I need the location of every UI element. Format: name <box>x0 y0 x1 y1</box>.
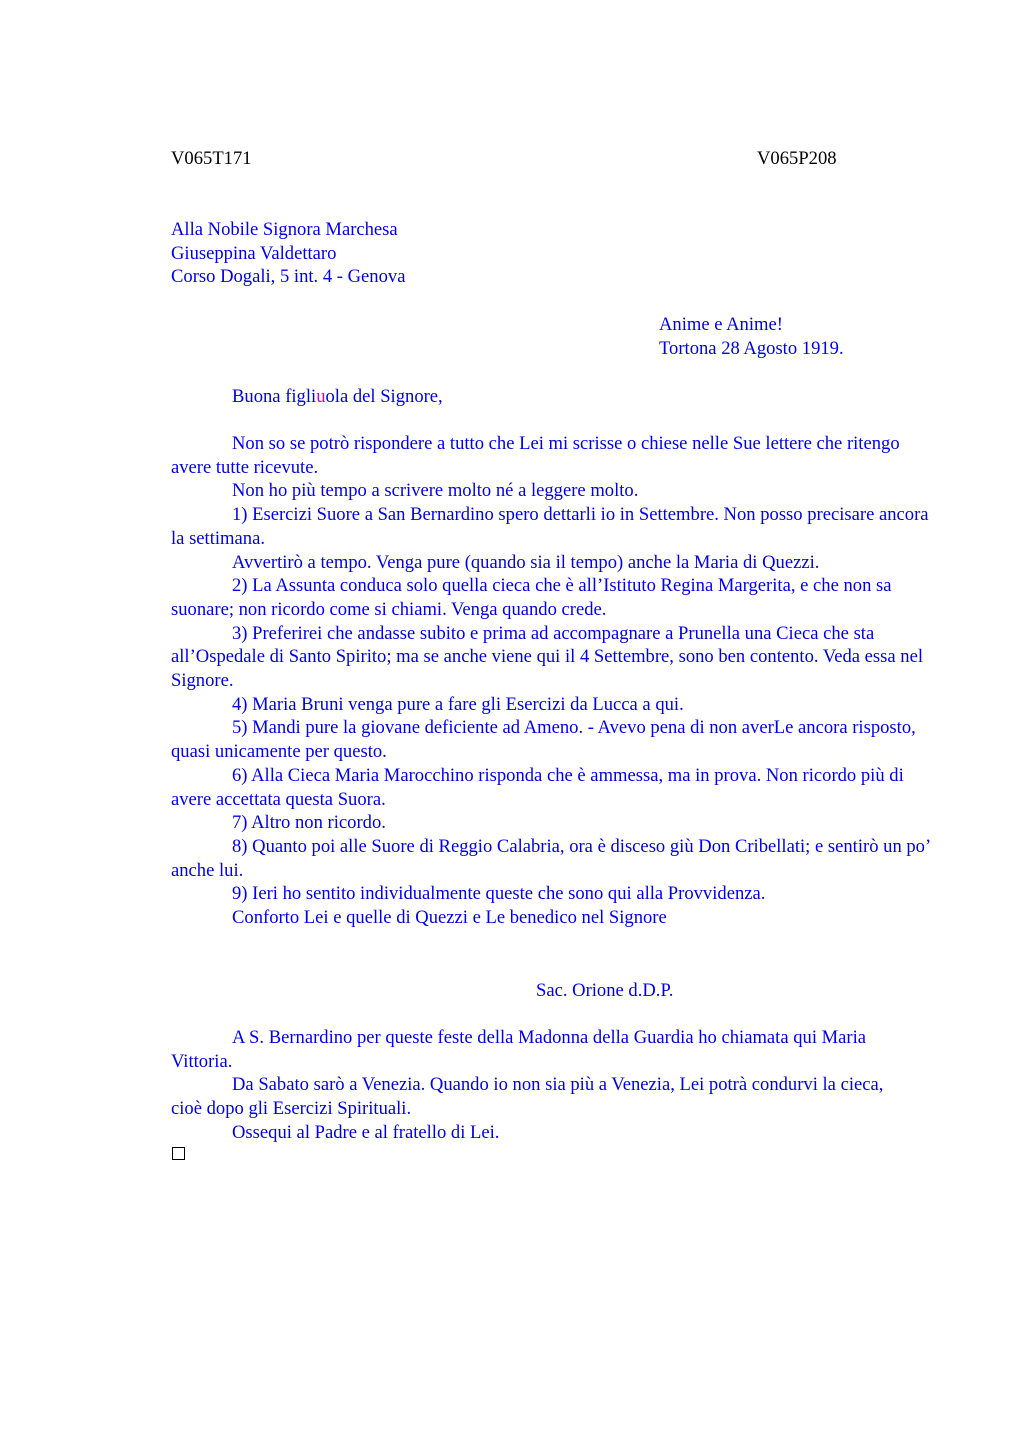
paragraph: 9) Ieri ho sentito individualmente queste che sono qui alla Provvidenza. <box>232 883 766 905</box>
postscript-paragraph: A S. Bernardino per queste feste della Madonna della Guardia ho chiamata qui Maria Vittoria. <box>171 1027 867 1072</box>
address-line-1: Alla Nobile Signora Marchesa <box>171 219 398 240</box>
square-box-icon <box>172 1147 185 1160</box>
paragraph: Conforto Lei e quelle di Quezzi e Le benedico nel Signore <box>232 907 667 929</box>
paragraph: Non so se potrò rispondere a tutto che Lei mi scrisse o chiese nelle Sue lettere che ritengo avere tutte ricevute. <box>171 433 900 478</box>
greeting <box>232 385 443 409</box>
document-code-left: V065T171 <box>171 148 252 169</box>
paragraph: 2) La Assunta conduca solo quella cieca che è all’Istituto Regina Margerita, e che non sa suonare; non ricordo come si chiami. Venga quando crede. <box>171 575 892 620</box>
paragraph: Avvertirò a tempo. Venga pure (quando sia il tempo) anche la Maria di Quezzi. <box>232 551 820 573</box>
greeting-part-1: Buona figli <box>232 386 317 407</box>
signature: Sac. Orione d.D.P. <box>536 980 674 1001</box>
letter-body <box>171 432 931 930</box>
greeting-highlight: u <box>316 386 326 407</box>
greeting-part-2: ola del Signore, <box>325 386 443 407</box>
paragraph: Non ho più tempo a scrivere molto né a leggere molto. <box>232 480 639 502</box>
postscript-paragraph: Da Sabato sarò a Venezia. Quando io non sia più a Venezia, Lei potrà condurvi la cieca, cioè dopo gli Esercizi Spirituali. <box>171 1074 884 1120</box>
address-line-3: Corso Dogali, 5 int. 4 - Genova <box>171 266 406 288</box>
postscript <box>171 1026 916 1145</box>
address-line-2: Giuseppina Valdettaro <box>171 242 337 264</box>
place-date: Tortona 28 Agosto 1919. <box>659 337 844 359</box>
postscript-paragraph: Ossequi al Padre e al fratello di Lei. <box>232 1121 500 1143</box>
paragraph: 6) Alla Cieca Maria Marocchino risponda che è ammessa, ma in prova. Non ricordo più di avere accettata questa Suora. <box>171 764 904 810</box>
document-code-right: V065P208 <box>757 148 837 169</box>
recipient-address <box>171 218 405 289</box>
paragraph: 8) Quanto poi alle Suore di Reggio Calabria, ora è disceso giù Don Cribellati; e sentirò un po’ anche lui. <box>171 835 930 881</box>
paragraph: 1) Esercizi Suore a San Bernardino spero dettarli io in Settembre. Non posso precisare ancora la settimana. <box>171 504 929 549</box>
paragraph: 5) Mandi pure la giovane deficiente ad Ameno. - Avevo pena di non averLe ancora risposto, quasi unicamente per questo. <box>171 717 916 763</box>
paragraph: 3) Preferirei che andasse subito e prima ad accompagnare a Prunella una Cieca che sta all’Ospedale di Santo Spirito; ma se anche viene qui il 4 Settembre, sono ben contento. Veda essa nel Signore. <box>171 622 924 692</box>
motto: Anime e Anime! <box>659 314 783 335</box>
dateline <box>659 313 844 360</box>
paragraph: 4) Maria Bruni venga pure a fare gli Esercizi da Lucca a qui. <box>232 693 684 715</box>
paragraph: 7) Altro non ricordo. <box>232 812 386 834</box>
